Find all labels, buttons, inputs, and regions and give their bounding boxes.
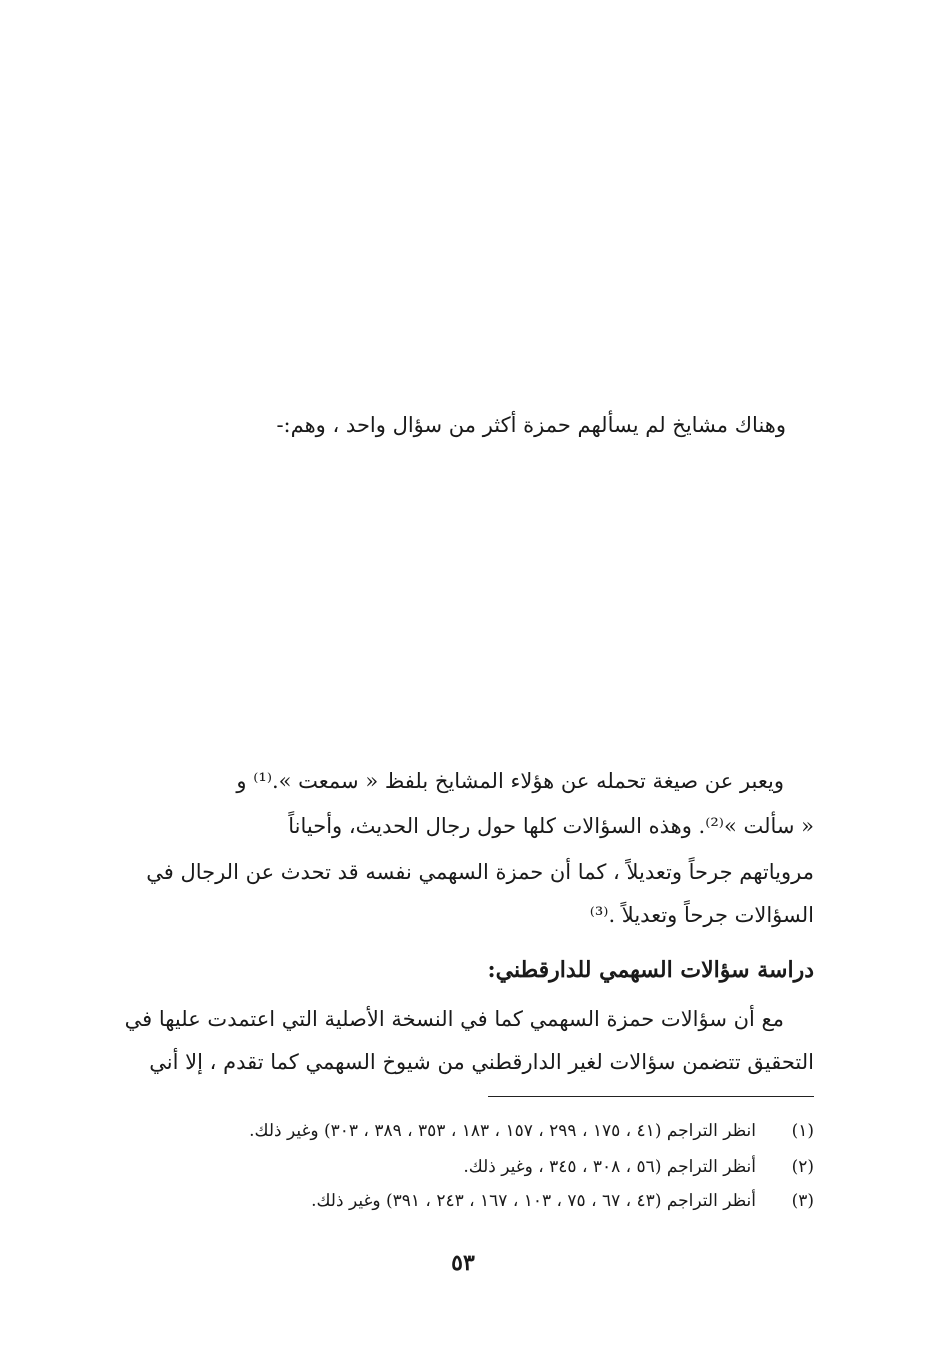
paragraph-line: « سألت »⁽²⁾. وهذه السؤالات كلها حول رجال الحديث، وأحياناً bbox=[288, 814, 814, 838]
paragraph-line: ويعبر عن صيغة تحمله عن هؤلاء المشايخ بلفظ « سمعت ».⁽¹⁾ و bbox=[236, 769, 784, 793]
footnote-number: (٢) bbox=[791, 1157, 814, 1177]
page-number: ٥٣ bbox=[451, 1250, 475, 1276]
footnote-text: أنظر التراجم (٤٣ ، ٦٧ ، ٧٥ ، ١٠٣ ، ١٦٧ ، ٢٤٣ ، ٣٩١) وغير ذلك. bbox=[311, 1191, 756, 1211]
footnote-text: أنظر التراجم (٥٦ ، ٣٠٨ ، ٣٤٥ ، وغير ذلك. bbox=[463, 1157, 756, 1177]
footnote-text: انظر التراجم (٤١ ، ١٧٥ ، ٢٩٩ ، ١٥٧ ، ١٨٣ ، ٣٥٣ ، ٣٨٩ ، ٣٠٣) وغير ذلك. bbox=[249, 1121, 756, 1141]
paragraph-line: السؤالات جرحاً وتعديلاً .⁽³⁾ bbox=[589, 903, 814, 927]
paragraph-line: مع أن سؤالات حمزة السهمي كما في النسخة الأصلية التي اعتمدت عليها في bbox=[124, 1007, 784, 1031]
intro-line: وهناك مشايخ لم يسألهم حمزة أكثر من سؤال واحد ، وهم:- bbox=[276, 413, 786, 437]
footnote-number: (٣) bbox=[791, 1191, 814, 1211]
paragraph-line: مروياتهم جرحاً وتعديلاً ، كما أن حمزة السهمي نفسه قد تحدث عن الرجال في bbox=[146, 860, 814, 884]
footnote-number: (١) bbox=[791, 1121, 814, 1141]
footnote-divider bbox=[488, 1096, 814, 1097]
section-heading: دراسة سؤالات السهمي للدارقطني: bbox=[487, 957, 814, 983]
paragraph-line: التحقيق تتضمن سؤالات لغير الدارقطني من شيوخ السهمي كما تقدم ، إلا أني bbox=[149, 1050, 814, 1074]
